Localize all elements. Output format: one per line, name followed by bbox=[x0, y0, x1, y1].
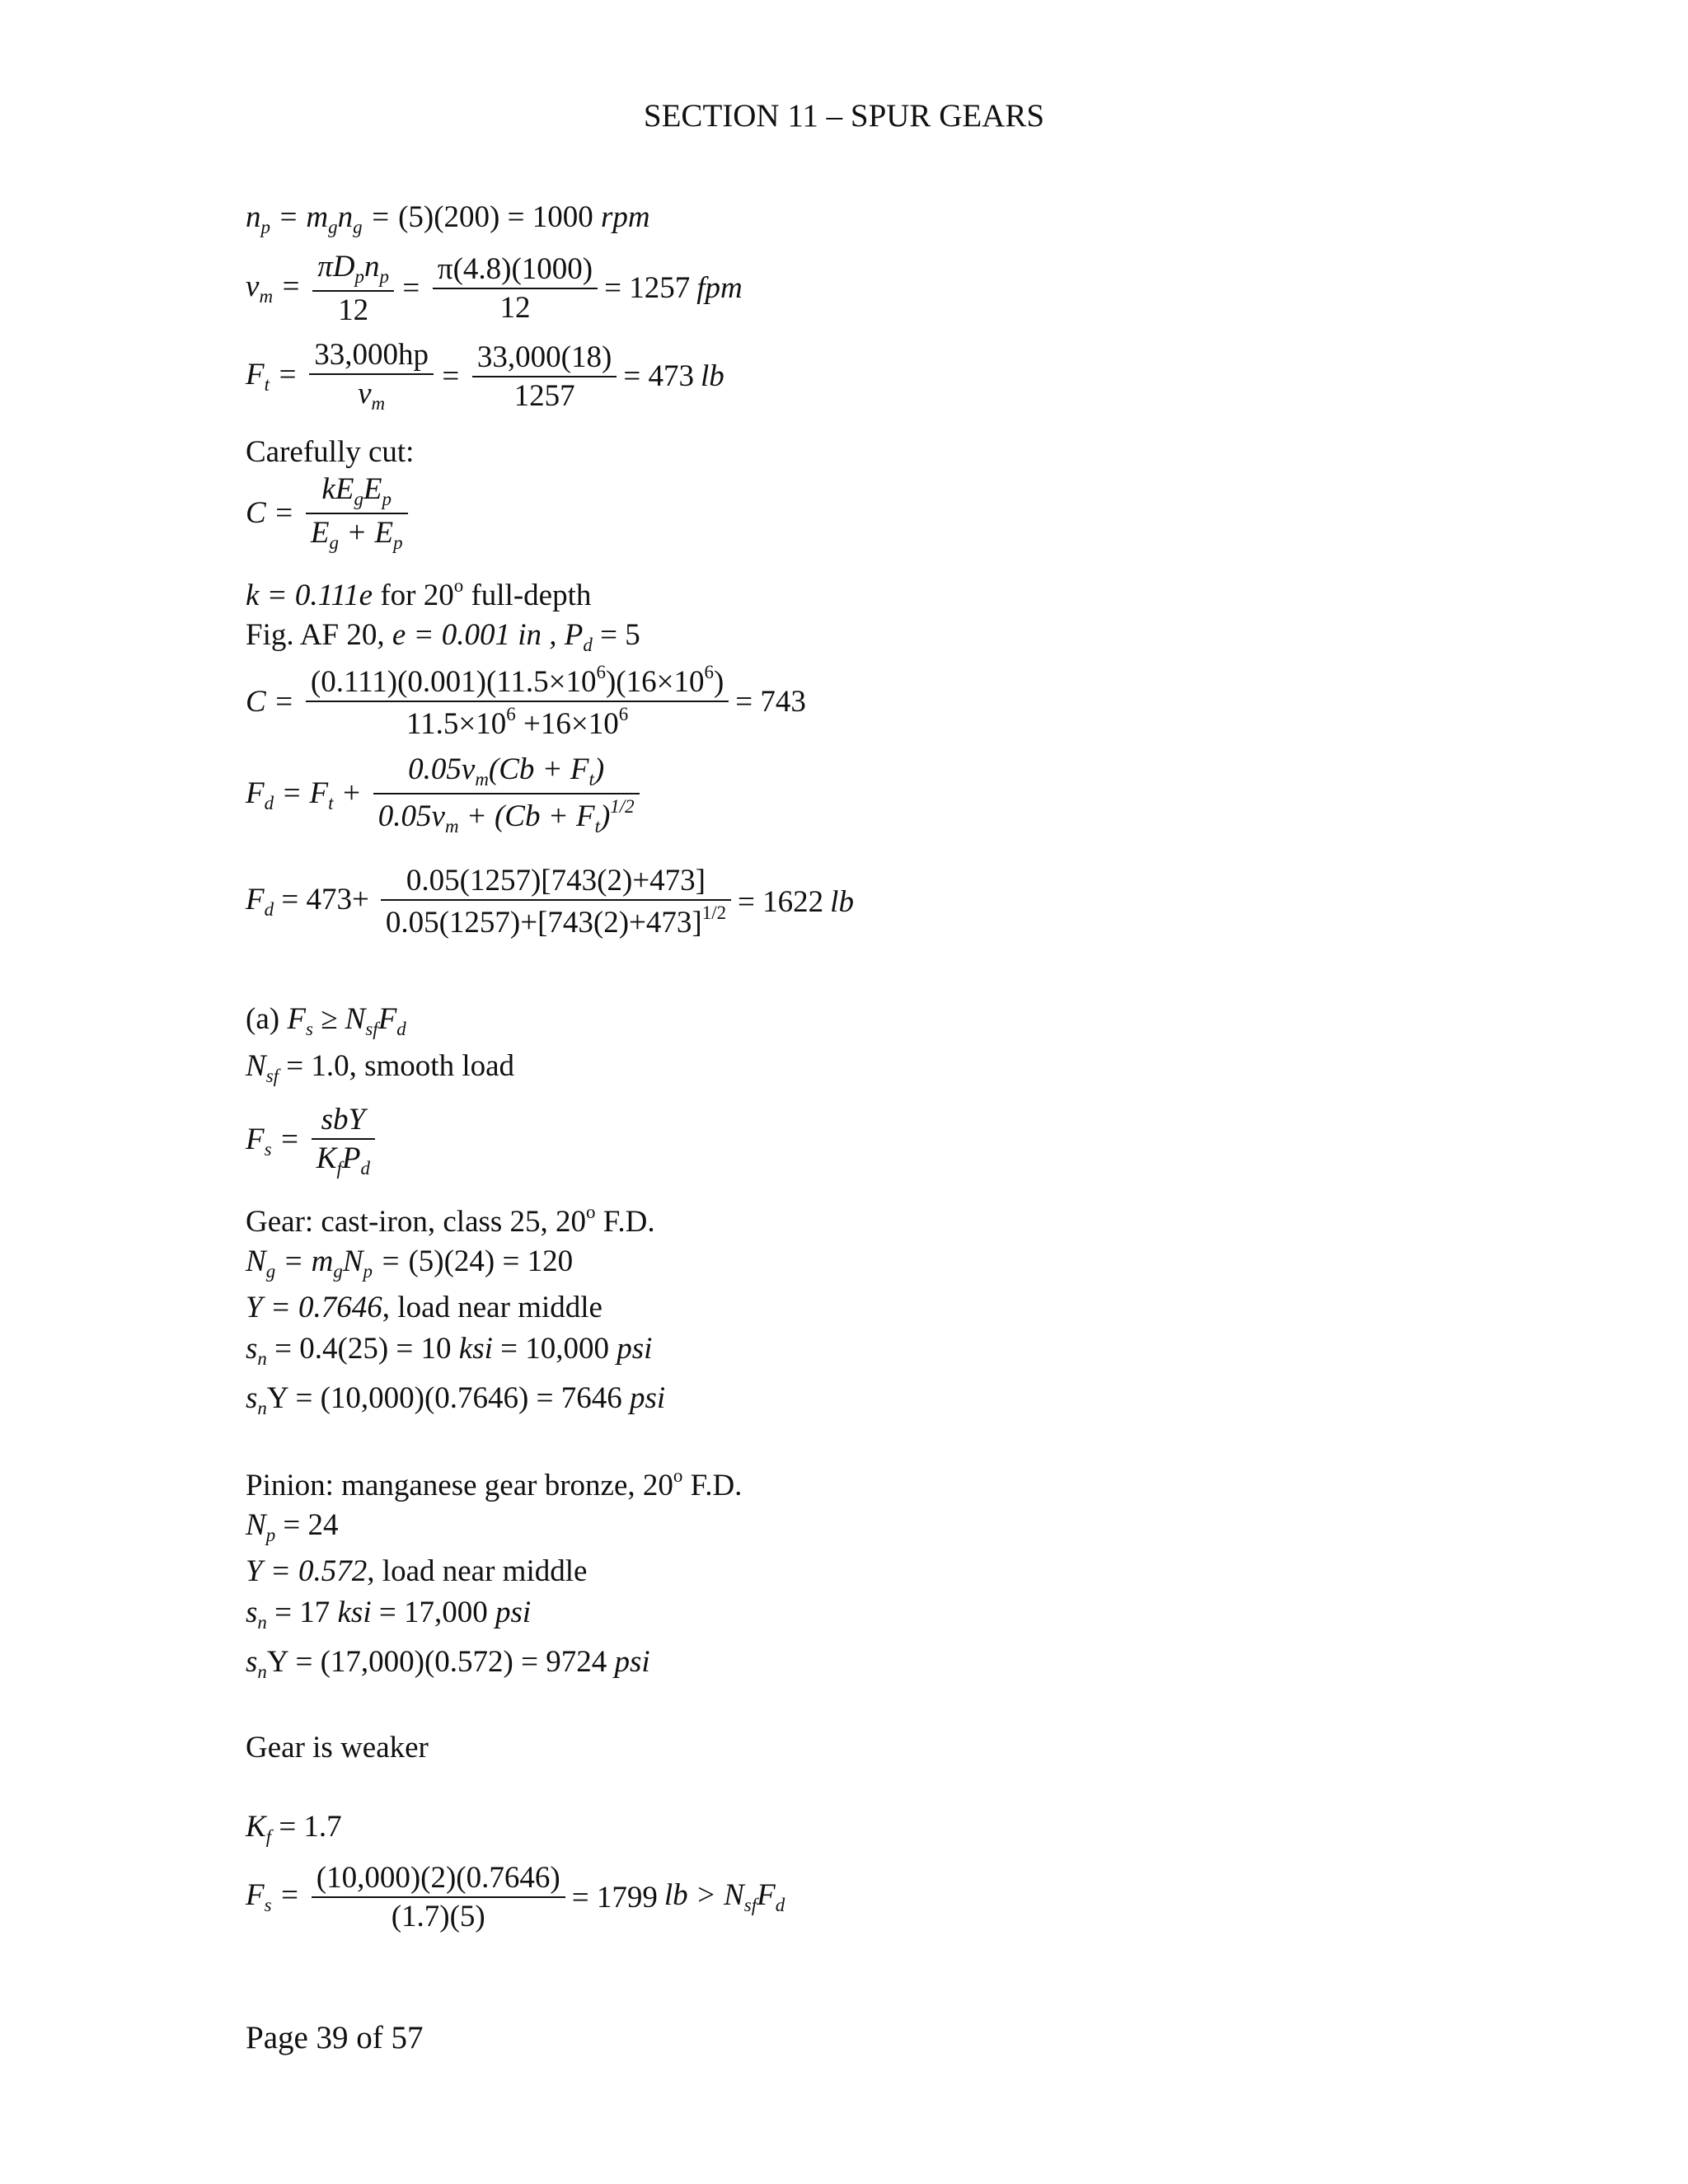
eq-kf: $K_f = 1.7$ bbox=[246, 1810, 342, 1848]
eq-fs-numeric: $F_s$ = $\frac{(10,000)(2)(0.7646)}{(1.7)(5)}$ = 1799 lb > $N_{sf}F_d$ bbox=[246, 1861, 785, 1933]
eq-gear-sn: $s_n = 0.4(25) = 10$ ksi = 10,000 psi bbox=[246, 1332, 653, 1370]
page-header: SECTION 11 – SPUR GEARS bbox=[643, 98, 1045, 134]
text-carefully-cut: Carefully cut: bbox=[246, 435, 415, 469]
eq-pinion-speed-value: (5)(200) = 1000 bbox=[398, 200, 593, 234]
eq-gear-sny: $s_nY = (10,000)(0.7646) = 7646$ psi bbox=[246, 1381, 666, 1419]
eq-pinion-sny: $s_nY = (17,000)(0.572) = 9724$ psi bbox=[246, 1645, 650, 1683]
eq-error-value: Fig. AF 20, e = 0.001 in , $P_d = 5$ bbox=[246, 618, 640, 656]
eq-gear-teeth: $N_g = m_gN_p = (5)(24) = 120$ bbox=[246, 1244, 574, 1282]
eq-pinion-y: Y = 0.572, load near middle bbox=[246, 1554, 588, 1588]
text-gear-material: Gear: cast-iron, class 25, 20$^o$ F.D. bbox=[246, 1202, 655, 1240]
text-pinion-material: Pinion: manganese gear bronze, 20$^o$ F.D. bbox=[246, 1465, 743, 1503]
text-gear-weaker: Gear is weaker bbox=[246, 1731, 429, 1765]
eq-gear-y: Y = 0.7646, load near middle bbox=[246, 1291, 603, 1324]
eq-c-numeric: C = $\frac{(0.111)(0.001)(11.5\times 10^6)(16\times 10^6)}{11.5\times 10^6 +16\times 10^6}$ = 743 bbox=[246, 662, 806, 742]
eq-pinion-speed: $n_p = m_gn_g = (5)(200) = 1000$ rpm bbox=[246, 200, 650, 238]
eq-pitch-velocity: $v_m$ = $\frac{\pi D_pn_p}{12}$ = $\frac{\pi(4.8)(1000)}{12}$ = 1257 fpm bbox=[246, 250, 743, 327]
eq-c-formula: C = $\frac{kE_gE_p}{E_g + E_p}$ bbox=[246, 474, 415, 553]
eq-pinion-speed-unit: rpm bbox=[600, 200, 650, 234]
eq-strength-condition: (a) $F_s \ge N_{sf}F_d$ bbox=[246, 1002, 406, 1040]
page-footer: Page 39 of 57 bbox=[246, 2020, 424, 2055]
eq-dynamic-load-numeric: $F_d = 473+$ $\frac{0.05(1257)[743(2)+473]}{0.05(1257)+[743(2)+473]^{1/2}}$ = 1622 lb bbox=[246, 864, 854, 940]
eq-transmitted-load: $F_t$ = $\frac{33,000hp}{v_m}$ = $\frac{33,000(18)}{1257}$ = 473 lb bbox=[246, 338, 724, 415]
eq-k-value: k = 0.111e for 20$^o$ full-depth bbox=[246, 575, 592, 613]
eq-nsf: $N_{sf} = 1.0$, smooth load bbox=[246, 1049, 515, 1087]
eq-fs-formula: $F_s$ = $\frac{\text{sbY}}{K_fP_d}$ bbox=[246, 1104, 382, 1179]
eq-dynamic-load-formula: $F_d = F_t$ + $\frac{0.05v_m(Cb + F_t)}{0.05v_m + (Cb + F_t)^{1/2}}$ bbox=[246, 754, 646, 837]
eq-pinion-sn: $s_n = 17$ ksi = 17,000 psi bbox=[246, 1596, 532, 1633]
eq-pinion-teeth: $N_p = 24$ bbox=[246, 1508, 339, 1546]
